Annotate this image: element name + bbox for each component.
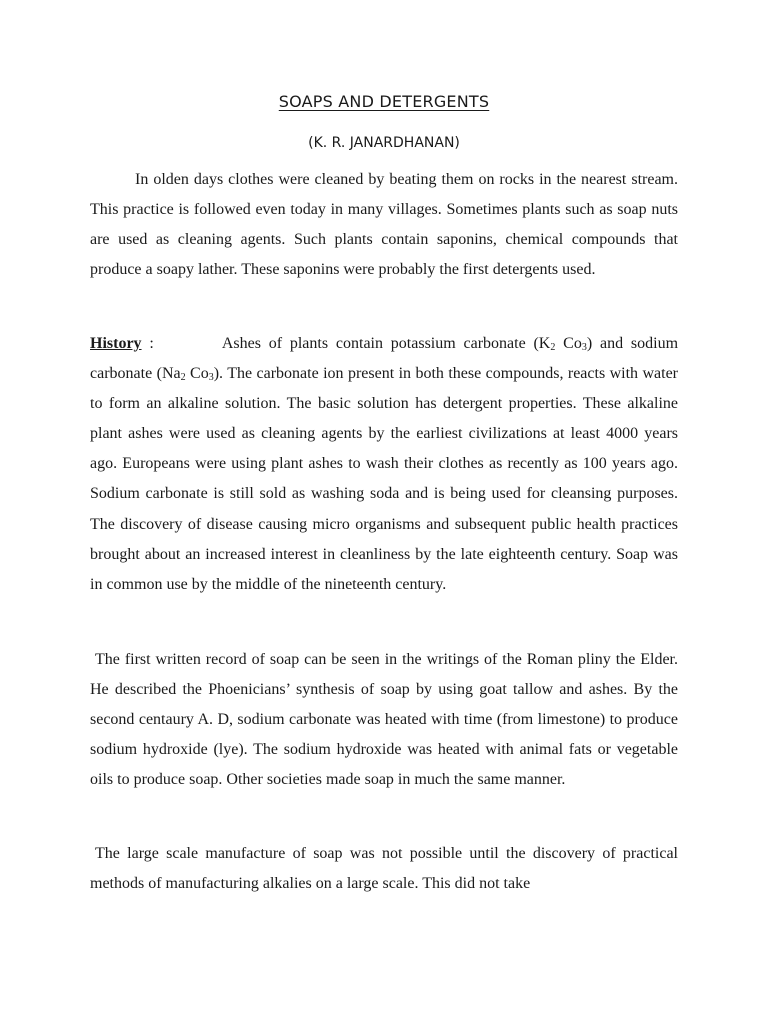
subscript: 3	[208, 372, 214, 384]
history-text-e: ). The carbonate ion present in both these compounds, reacts with water to form an alkaline solution. The basic solution has detergent properties. These alkaline plant ashes were used as cleaning agents by the earliest civilizations at least 4000 years ago. Europeans were using plant ashes to wash their clothes as recently as 100 years ago. Sodium carbonate is still sold as washing soda and is being used for cleansing purposes. The discovery of disease causing micro organisms and subsequent public health practices brought about an increased interest in cleanliness by the late eighteenth century. Soap was in common use by the middle of the nineteenth century.	[90, 365, 679, 593]
history-text-c: ) and sodium carbonate (Na	[90, 335, 679, 383]
history-text-b: Co	[555, 335, 582, 352]
document-title: SOAPS AND DETERGENTS	[278, 92, 490, 111]
document-author: (K. R. JANARDHANAN)	[308, 135, 460, 151]
paragraph-intro: In olden days clothes were cleaned by beating them on rocks in the nearest stream. This practice is followed even today in many villages. Sometimes plants such as soap nuts are used as cleaning agents. Such plants contain saponins, chemical compounds that produce a soapy lather. These saponins were probably the first detergents used.	[90, 171, 678, 279]
paragraph-history	[90, 329, 678, 600]
history-text-a: Ashes of plants contain potassium carbonate (K	[221, 335, 551, 352]
subscript: 2	[180, 372, 186, 384]
paragraph-written-record: The first written record of soap can be seen in the writings of the Roman pliny the Elder. He described the Phoenicians’ synthesis of soap by using goat tallow and ashes. By the second centaury A. D, sodium carbonate was heated with time (from limestone) to produce sodium hydroxide (lye). The sodium hydroxide was heated with animal fats or vegetable oils to produce soap. Other societies made soap in much the same manner.	[90, 651, 678, 789]
history-heading: History	[90, 335, 142, 352]
history-text-d: Co	[185, 365, 209, 383]
subscript: 3	[581, 342, 587, 353]
paragraph-large-scale: The large scale manufacture of soap was not possible until the discovery of practical methods of manufacturing alkalies on a large scale. This did not take	[90, 845, 678, 893]
subscript: 2	[550, 342, 556, 353]
history-heading-colon: :	[141, 335, 154, 352]
